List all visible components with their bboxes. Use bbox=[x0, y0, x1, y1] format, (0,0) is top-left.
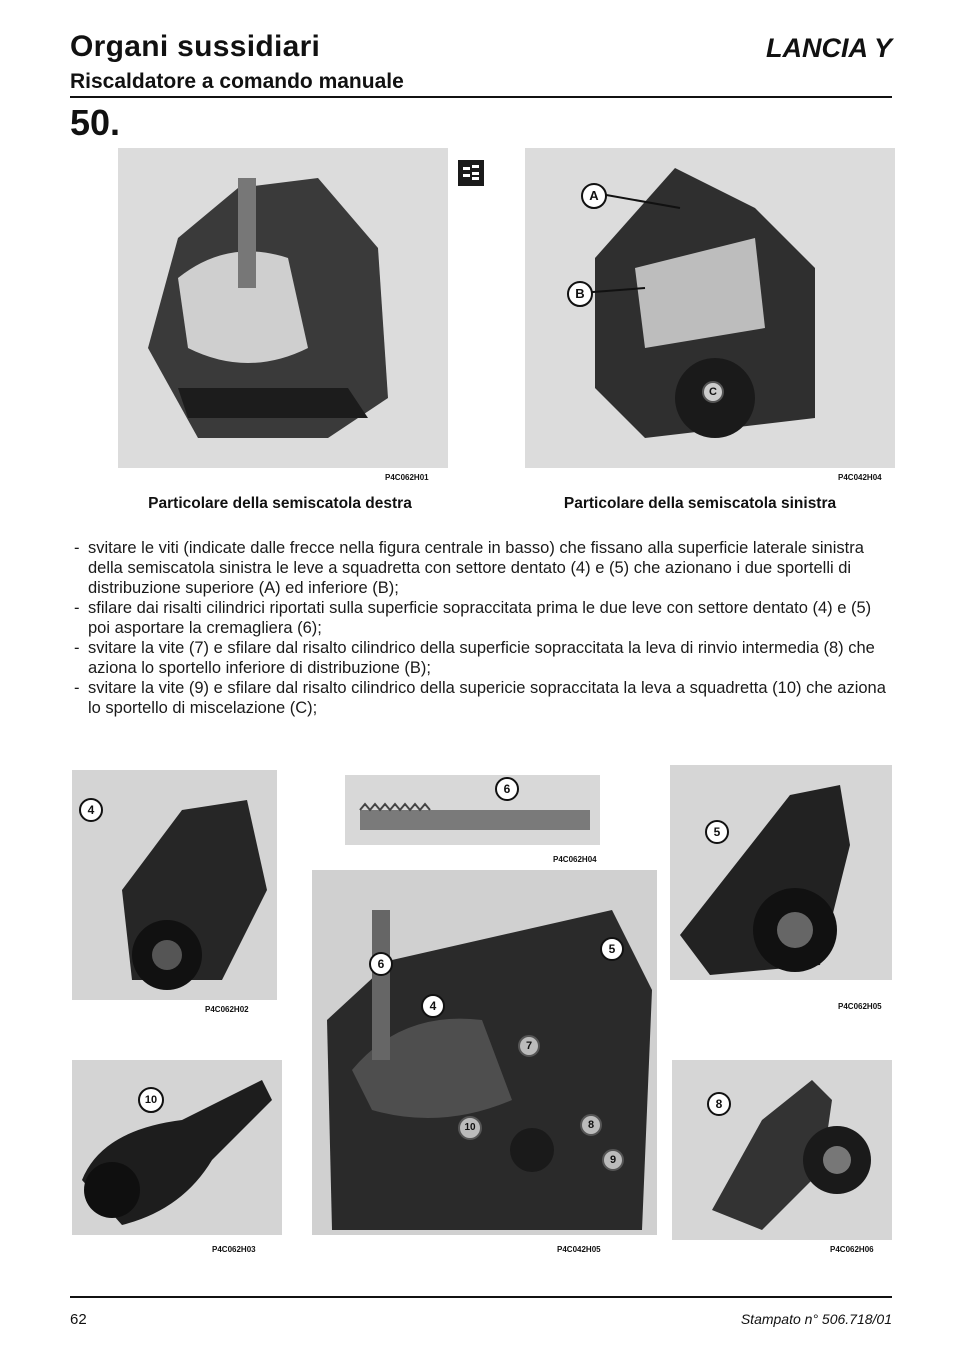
tool-info-icon bbox=[458, 160, 484, 186]
marker-A: A bbox=[581, 183, 607, 209]
page-subtitle: Riscaldatore a comando manuale bbox=[70, 70, 404, 93]
marker-8: 8 bbox=[707, 1092, 731, 1116]
marker-6: 6 bbox=[495, 777, 519, 801]
figure-code: P4C062H05 bbox=[838, 1002, 882, 1011]
figure-caption: Particolare della semiscatola sinistra bbox=[563, 495, 837, 512]
figure-code: P4C062H02 bbox=[205, 1005, 249, 1014]
photo-lever-10 bbox=[72, 1060, 282, 1235]
page-number: 62 bbox=[70, 1311, 87, 1328]
step-item: - svitare la vite (9) e sfilare dal risalto cilindrico della supericie sopraccitata la leva a squadretta (10) che aziona lo sportello di miscelazione (C); bbox=[72, 678, 897, 718]
photo-heater-assembly bbox=[312, 870, 657, 1235]
marker-5: 5 bbox=[600, 937, 624, 961]
marker-4: 4 bbox=[79, 798, 103, 822]
marker-C: C bbox=[702, 381, 724, 403]
figure-code: P4C042H05 bbox=[557, 1245, 601, 1254]
step-item: - svitare la vite (7) e sfilare dal risalto cilindrico della superficie sopraccitata la leva di rinvio intermedia (8) che aziona lo sportello inferiore di distribuzione (B); bbox=[72, 638, 897, 678]
step-item: - svitare le viti (indicate dalle frecce nella figura centrale in basso) che fissano alla superficie laterale sinistra della semiscatola sinistra le leve a squadretta con settore dentato (4) e (5) che azionano i due sportelli di distribuzione superiore (A) ed inferiore (B); bbox=[72, 538, 897, 598]
section-number: 50. bbox=[70, 102, 121, 143]
figure-caption: Particolare della semiscatola destra bbox=[148, 495, 412, 512]
figure-code: P4C062H03 bbox=[212, 1245, 256, 1254]
figure-code: P4C062H01 bbox=[385, 473, 429, 482]
brand-title: LANCIA Y bbox=[765, 33, 892, 63]
marker-4: 4 bbox=[421, 994, 445, 1018]
photo-right-half-box bbox=[118, 148, 448, 468]
procedure-steps bbox=[72, 538, 897, 718]
marker-6: 6 bbox=[369, 952, 393, 976]
section-title: Organi sussidiari bbox=[70, 30, 321, 63]
marker-7: 7 bbox=[518, 1035, 540, 1057]
step-item: - sfilare dai risalti cilindrici riportati sulla superficie sopraccitata prima le due leve con settore dentato (4) e (5) poi asportare la cremagliera (6); bbox=[72, 598, 897, 638]
print-reference: Stampato n° 506.718/01 bbox=[740, 1311, 892, 1327]
figure-code: P4C042H04 bbox=[838, 473, 882, 482]
figure-code: P4C062H04 bbox=[553, 855, 597, 864]
figure-code: P4C062H06 bbox=[830, 1245, 874, 1254]
marker-B: B bbox=[567, 281, 593, 307]
photo-lever-4 bbox=[72, 770, 277, 1000]
marker-10: 10 bbox=[458, 1116, 482, 1140]
photo-lever-8 bbox=[672, 1060, 892, 1240]
marker-5: 5 bbox=[705, 820, 729, 844]
footer-rule bbox=[70, 1296, 892, 1298]
marker-8: 8 bbox=[580, 1114, 602, 1136]
marker-10: 10 bbox=[138, 1087, 164, 1113]
header-rule bbox=[70, 96, 892, 98]
marker-9: 9 bbox=[602, 1149, 624, 1171]
photo-lever-5 bbox=[670, 765, 892, 980]
photo-rack-6 bbox=[345, 775, 600, 845]
